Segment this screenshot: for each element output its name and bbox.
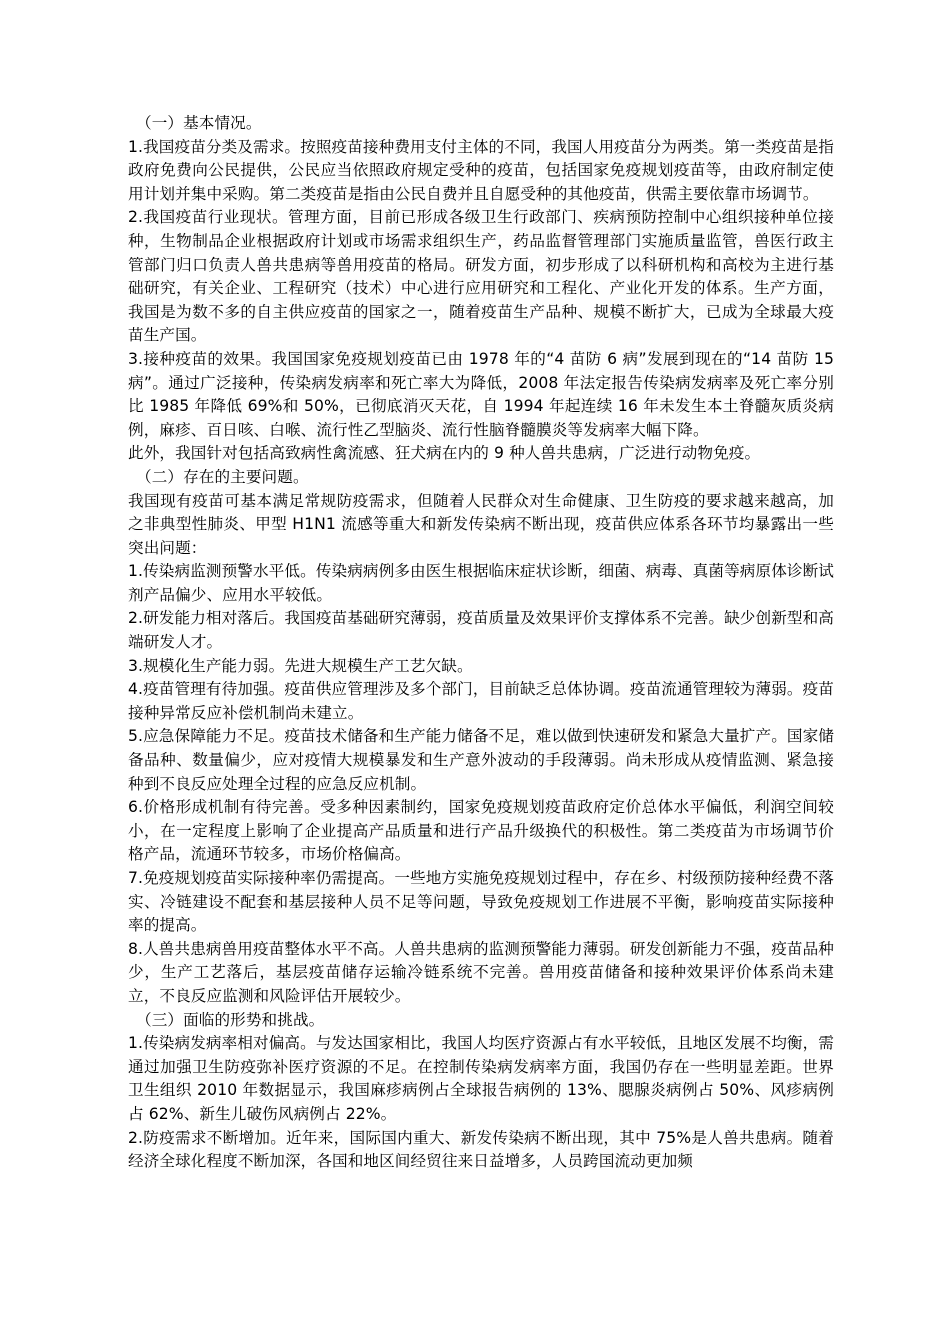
- paragraph-vaccine-classification: 1.我国疫苗分类及需求。按照疫苗接种费用支付主体的不同，我国人用疫苗分为两类。第一类疫苗是指政府免费向公民提供，公民应当依照政府规定受种的疫苗，包括国家免疫规划疫苗等，由政府制定使用计划并集中采购。第二类疫苗是指由公民自费并且自愿受种的其他疫苗，供需主要依靠市场调节。: [128, 137, 834, 203]
- paragraph-challenge-incidence: 1.传染病发病率相对偏高。与发达国家相比，我国人均医疗资源占有水平较低，且地区发展不均衡，需通过加强卫生防疫弥补医疗资源的不足。在控制传染病发病率方面，我国仍存在一些明显差距。世界卫生组织 2010 年数据显示，我国麻疹病例占全球报告病例的 13%、腮腺炎病例占 50%、风疹病例占 62%、新生儿破伤风病例占 22%。: [128, 1034, 834, 1123]
- paragraph-challenge-demand: 2.防疫需求不断增加。近年来，国际国内重大、新发传染病不断出现，其中 75%是人兽共患病。随着经济全球化程度不断加深，各国和地区间经贸往来日益增多，人员跨国流动更加频: [128, 1128, 834, 1171]
- paragraph-problem-monitoring: 1.传染病监测预警水平低。传染病病例多由医生根据临床症状诊断，细菌、病毒、真菌等病原体诊断试剂产品偏少、应用水平较低。: [128, 562, 834, 604]
- paragraph-problem-management: 4.疫苗管理有待加强。疫苗供应管理涉及多个部门，目前缺乏总体协调。疫苗流通管理较为薄弱。疫苗接种异常反应补偿机制尚未建立。: [128, 680, 834, 722]
- paragraph-problems-intro: 我国现有疫苗可基本满足常规防疫需求，但随着人民群众对生命健康、卫生防疫的要求越来越高，加之非典型性肺炎、甲型 H1N1 流感等重大和新发传染病不断出现，疫苗供应体系各环节均暴露出一些突出问题：: [128, 491, 834, 557]
- paragraph-problem-zoonotic: 8.人兽共患病兽用疫苗整体水平不高。人兽共患病的监测预警能力薄弱。研发创新能力不强，疫苗品种少，生产工艺落后，基层疫苗储存运输冷链系统不完善。兽用疫苗储备和接种效果评价体系尚未建立，不良反应监测和风险评估开展较少。: [128, 939, 834, 1005]
- paragraph-problem-production: 3.规模化生产能力弱。先进大规模生产工艺欠缺。: [128, 656, 473, 675]
- paragraph-vaccination-effect: 3.接种疫苗的效果。我国国家免疫规划疫苗已由 1978 年的“4 苗防 6 病”发展到现在的“14 苗防 15 病”。通过广泛接种，传染病发病率和死亡率大为降低，2008 年法定报告传染病发病率及死亡率分别比 1985 年降低 69%和 50%，已彻底消灭天花，自 1994 年起连续 16 年未发生本土脊髓灰质炎病例，麻疹、百日咳、白喉、流行性乙型脑炎、流行性脑脊髓膜炎等发病率大幅下降。: [128, 349, 834, 439]
- paragraph-problem-pricing: 6.价格形成机制有待完善。受多种因素制约，国家免疫规划疫苗政府定价总体水平偏低，利润空间较小，在一定程度上影响了企业提高产品质量和进行产品升级换代的积极性。第二类疫苗为市场调节价格产品，流通环节较多，市场价格偏高。: [128, 798, 834, 864]
- paragraph-animal-immunization: 此外，我国针对包括高致病性禽流感、狂犬病在内的 9 种人兽共患病，广泛进行动物免疫。: [128, 444, 761, 463]
- section-heading-basic-situation: （一）基本情况。: [136, 114, 262, 132]
- section-heading-challenges: （三）面临的形势和挑战。: [136, 1010, 325, 1029]
- section-heading-main-problems: （二）存在的主要问题。: [136, 467, 309, 486]
- paragraph-problem-rnd: 2.研发能力相对落后。我国疫苗基础研究薄弱，疫苗质量及效果评价支撑体系不完善。缺少创新型和高端研发人才。: [128, 609, 834, 652]
- document-body: [124, 112, 834, 1174]
- paragraph-problem-emergency: 5.应急保障能力不足。疫苗技术储备和生产能力储备不足，难以做到快速研发和紧急大量扩产。国家储备品种、数量偏少，应对疫情大规模暴发和生产意外波动的手段薄弱。尚未形成从疫情监测、紧急接种到不良反应处理全过程的应急反应机制。: [128, 727, 834, 793]
- paragraph-problem-coverage: 7.免疫规划疫苗实际接种率仍需提高。一些地方实施免疫规划过程中，存在乡、村级预防接种经费不落实、冷链建设不配套和基层接种人员不足等问题，导致免疫规划工作进展不平衡，影响疫苗实际接种率的提高。: [128, 869, 834, 935]
- paragraph-industry-status: 2.我国疫苗行业现状。管理方面，目前已形成各级卫生行政部门、疾病预防控制中心组织接种单位接种，生物制品企业根据政府计划或市场需求组织生产，药品监督管理部门实施质量监管，兽医行政主管部门归口负责人兽共患病等兽用疫苗的格局。研发方面，初步形成了以科研机构和高校为主进行基础研究，有关企业、工程研究（技术）中心进行应用研究和工程化、产业化开发的体系。生产方面，我国是为数不多的自主供应疫苗的国家之一，随着疫苗生产品种、规模不断扩大，已成为全球最大疫苗生产国。: [128, 208, 834, 345]
